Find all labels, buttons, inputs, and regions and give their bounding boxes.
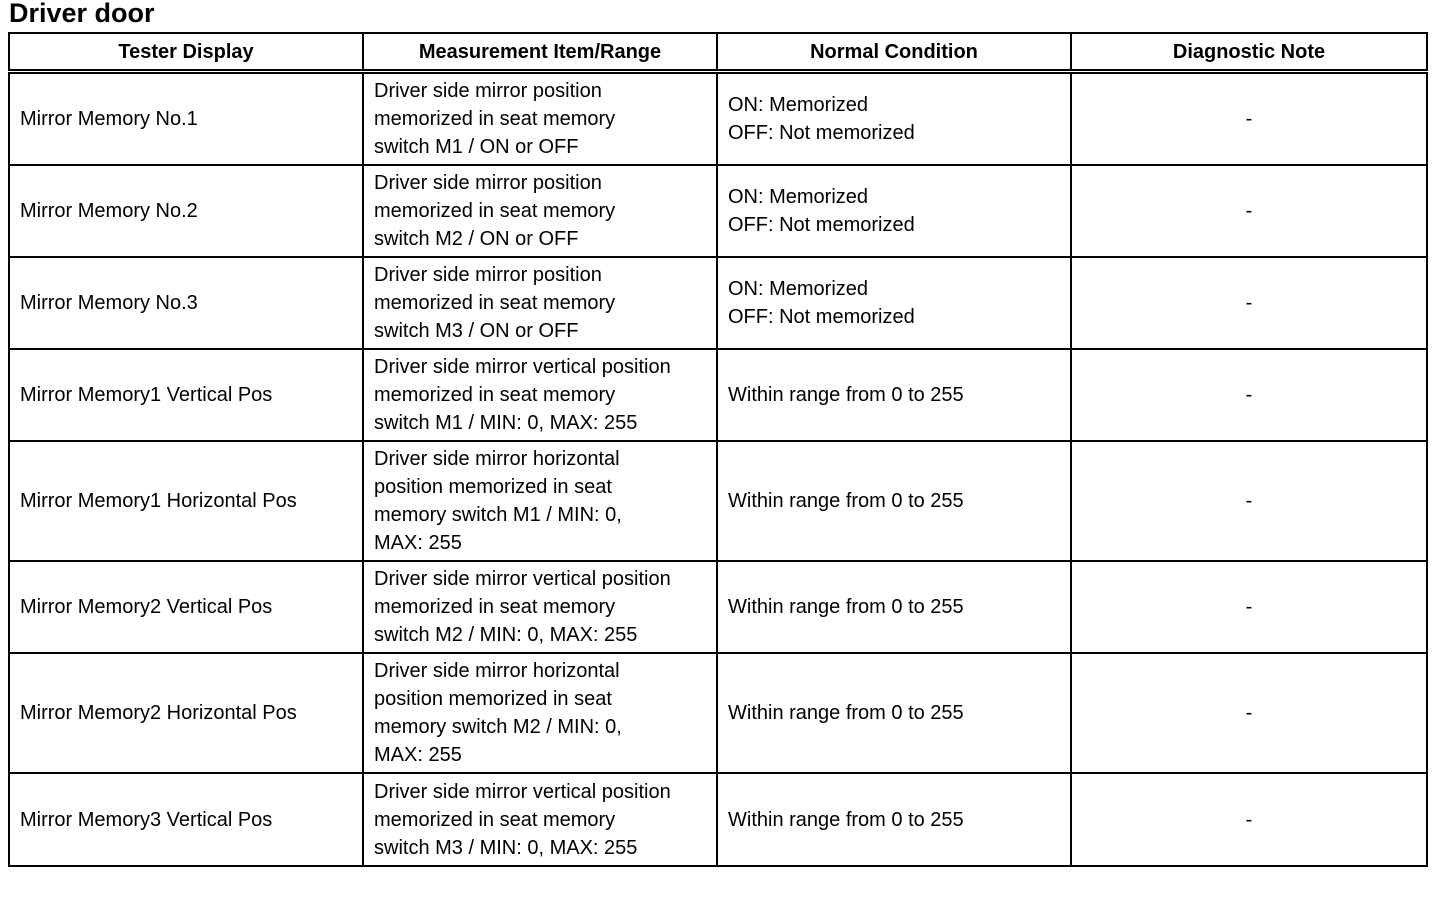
table-row — [9, 653, 1427, 773]
measurement-cell: Driver side mirror horizontal position memorized in seat memory switch M2 / MIN: 0, MAX: 255 — [363, 653, 717, 773]
header-diagnostic-note: Diagnostic Note — [1071, 33, 1427, 72]
diagnostic-note-cell: - — [1071, 773, 1427, 866]
data-list-table — [8, 32, 1428, 867]
measurement-cell: Driver side mirror position memorized in seat memory switch M3 / ON or OFF — [363, 257, 717, 349]
header-normal-condition: Normal Condition — [717, 33, 1071, 72]
normal-condition-cell: ON: Memorized OFF: Not memorized — [717, 257, 1071, 349]
tester-display-cell: Mirror Memory No.2 — [9, 165, 363, 257]
table-row — [9, 441, 1427, 561]
tester-display-cell: Mirror Memory2 Horizontal Pos — [9, 653, 363, 773]
tester-display-cell: Mirror Memory2 Vertical Pos — [9, 561, 363, 653]
measurement-cell: Driver side mirror vertical position memorized in seat memory switch M2 / MIN: 0, MAX: 255 — [363, 561, 717, 653]
table-row — [9, 773, 1427, 866]
tester-display-cell: Mirror Memory1 Horizontal Pos — [9, 441, 363, 561]
diagnostic-note-cell: - — [1071, 653, 1427, 773]
measurement-cell: Driver side mirror position memorized in seat memory switch M2 / ON or OFF — [363, 165, 717, 257]
diagnostic-note-cell: - — [1071, 257, 1427, 349]
tester-display-cell: Mirror Memory No.1 — [9, 72, 363, 166]
page-title: Driver door — [9, 0, 155, 28]
table-row — [9, 165, 1427, 257]
diagnostic-note-cell: - — [1071, 72, 1427, 166]
normal-condition-cell: ON: Memorized OFF: Not memorized — [717, 72, 1071, 166]
table-row — [9, 257, 1427, 349]
normal-condition-cell: Within range from 0 to 255 — [717, 349, 1071, 441]
table-row — [9, 349, 1427, 441]
table-row — [9, 72, 1427, 166]
diagnostic-note-cell: - — [1071, 165, 1427, 257]
diagnostic-note-cell: - — [1071, 441, 1427, 561]
diagnostic-note-cell: - — [1071, 561, 1427, 653]
diagnostic-note-cell: - — [1071, 349, 1427, 441]
tester-display-cell: Mirror Memory No.3 — [9, 257, 363, 349]
tester-display-cell: Mirror Memory3 Vertical Pos — [9, 773, 363, 866]
measurement-cell: Driver side mirror horizontal position memorized in seat memory switch M1 / MIN: 0, MAX: 255 — [363, 441, 717, 561]
table-header-row — [9, 33, 1427, 72]
measurement-cell: Driver side mirror position memorized in seat memory switch M1 / ON or OFF — [363, 72, 717, 166]
header-measurement-item: Measurement Item/Range — [363, 33, 717, 72]
normal-condition-cell: Within range from 0 to 255 — [717, 653, 1071, 773]
measurement-cell: Driver side mirror vertical position memorized in seat memory switch M1 / MIN: 0, MAX: 255 — [363, 349, 717, 441]
normal-condition-cell: Within range from 0 to 255 — [717, 441, 1071, 561]
tester-display-cell: Mirror Memory1 Vertical Pos — [9, 349, 363, 441]
header-tester-display: Tester Display — [9, 33, 363, 72]
normal-condition-cell: Within range from 0 to 255 — [717, 561, 1071, 653]
normal-condition-cell: ON: Memorized OFF: Not memorized — [717, 165, 1071, 257]
normal-condition-cell: Within range from 0 to 255 — [717, 773, 1071, 866]
measurement-cell: Driver side mirror vertical position memorized in seat memory switch M3 / MIN: 0, MAX: 255 — [363, 773, 717, 866]
table-row — [9, 561, 1427, 653]
